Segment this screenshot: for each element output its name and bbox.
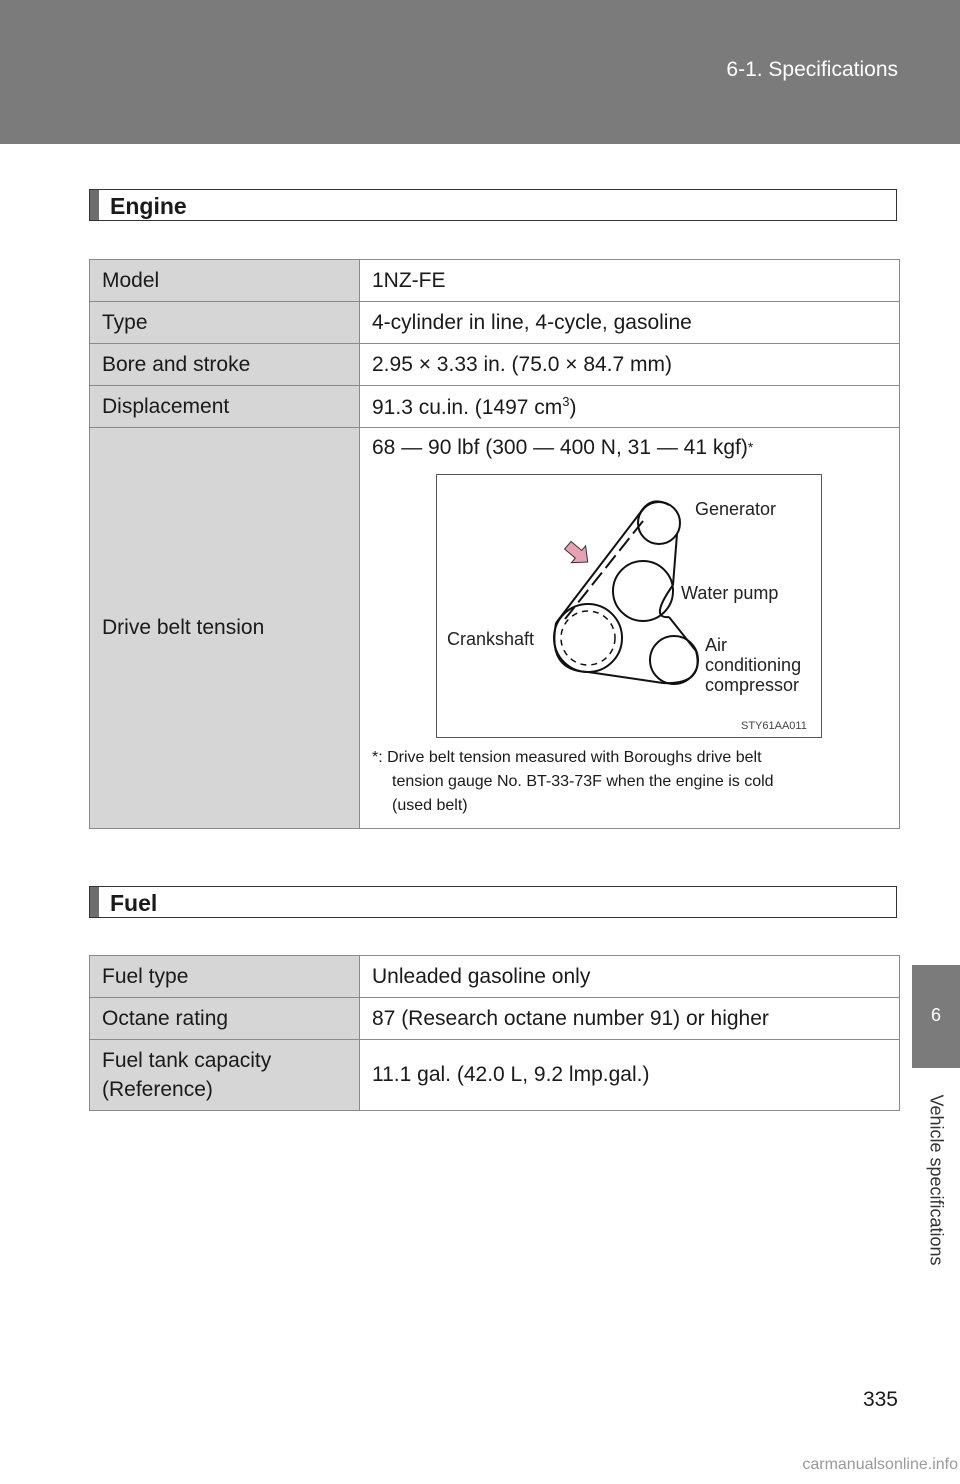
belt-tension-value: 68 — 90 lbf (300 — 400 N, 31 — 41 kgf) xyxy=(372,436,748,459)
page-number: 335 xyxy=(862,1388,898,1411)
chapter-tab[interactable] xyxy=(912,965,960,1068)
generator-label: Generator xyxy=(695,499,777,519)
spec-value: 4-cylinder in line, 4-cycle, gasoline xyxy=(360,302,900,344)
table-row xyxy=(90,998,900,1040)
spec-label: Bore and stroke xyxy=(90,344,360,386)
footnote-mark: * xyxy=(747,439,754,455)
page-header xyxy=(0,0,960,144)
table-row xyxy=(90,956,900,998)
spec-value: Unleaded gasoline only xyxy=(360,956,900,998)
spec-value xyxy=(360,386,900,428)
spec-label: Model xyxy=(90,260,360,302)
header-title: 6-1. Specifications xyxy=(726,58,898,81)
spec-label: Type xyxy=(90,302,360,344)
belt-diagram-svg xyxy=(437,475,821,737)
ac-label-line2: conditioning xyxy=(705,655,802,675)
table-row xyxy=(90,260,900,302)
spec-label xyxy=(90,1040,360,1111)
engine-heading-text: Engine xyxy=(110,193,187,219)
spec-value: 11.1 gal. (42.0 L, 9.2 lmp.gal.) xyxy=(360,1040,900,1111)
superscript: 3 xyxy=(562,393,570,409)
spec-value: 1NZ-FE xyxy=(360,260,900,302)
ac-label-line1: Air xyxy=(705,635,727,655)
fuel-heading-text: Fuel xyxy=(110,890,158,916)
table-row xyxy=(90,302,900,344)
footnote-line: (used belt) xyxy=(392,797,468,814)
fuel-section-heading xyxy=(89,886,897,918)
spec-label: Fuel type xyxy=(90,956,360,998)
displacement-suffix: ) xyxy=(569,395,577,419)
spec-value-cell xyxy=(360,428,900,829)
measure-point-arrow-icon xyxy=(561,537,595,571)
watermark[interactable]: carmanualsonline.info xyxy=(802,1456,958,1473)
spec-label-line: (Reference) xyxy=(102,1078,213,1101)
water-pump-pulley-icon xyxy=(613,561,673,621)
engine-section-heading xyxy=(89,189,897,221)
footnote-line: *: Drive belt tension measured with Boroughs drive belt xyxy=(372,749,762,766)
table-row xyxy=(90,344,900,386)
crankshaft-pulley-icon xyxy=(554,604,622,672)
fuel-spec-table xyxy=(89,955,900,1111)
spec-value: 2.95 × 3.33 in. (75.0 × 84.7 mm) xyxy=(360,344,900,386)
spec-label-line: Fuel tank capacity xyxy=(102,1049,272,1072)
chapter-side-label: Vehicle specifications xyxy=(926,1094,947,1266)
footnote xyxy=(372,746,887,818)
spec-label: Drive belt tension xyxy=(90,428,360,829)
engine-spec-table xyxy=(89,259,900,829)
drive-belt-diagram xyxy=(436,474,822,738)
table-row xyxy=(90,428,900,829)
spec-label: Octane rating xyxy=(90,998,360,1040)
chapter-tab-number: 6 xyxy=(930,1005,941,1025)
displacement-value: 91.3 cu.in. (1497 cm xyxy=(372,395,563,419)
table-row xyxy=(90,1040,900,1111)
footnote-line: tension gauge No. BT-33-73F when the engine is cold xyxy=(392,773,774,790)
spec-label: Displacement xyxy=(90,386,360,428)
water-pump-label: Water pump xyxy=(681,583,779,603)
heading-bar xyxy=(90,190,99,220)
heading-bar xyxy=(90,887,99,917)
ac-label-line3: compressor xyxy=(705,675,800,695)
crankshaft-label: Crankshaft xyxy=(447,629,535,649)
table-row xyxy=(90,386,900,428)
diagram-code: STY61AA011 xyxy=(741,720,807,732)
spec-value: 87 (Research octane number 91) or higher xyxy=(360,998,900,1040)
